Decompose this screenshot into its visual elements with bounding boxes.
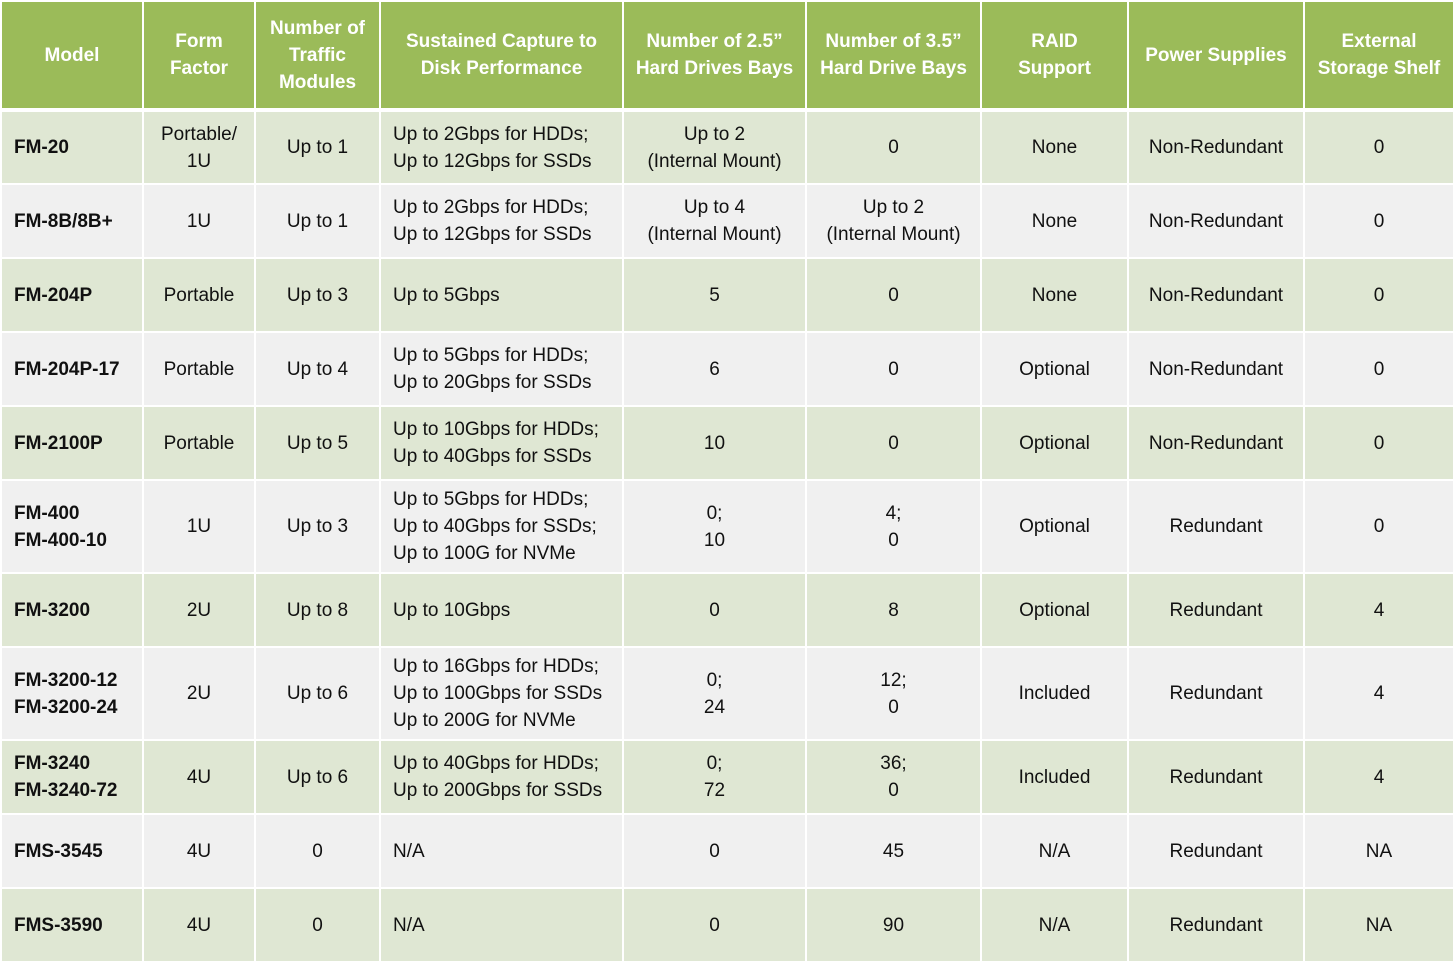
cell-text: 0 xyxy=(312,840,323,862)
cell-text: 10 xyxy=(703,432,726,454)
cell-drive-bays-3-5 xyxy=(806,110,981,184)
cell-text: FM-3200 xyxy=(14,599,91,621)
cell-text: 0 xyxy=(888,284,899,306)
cell-drive-bays-2-5 xyxy=(623,573,806,647)
cell-form-factor xyxy=(143,184,255,258)
cell-form-factor xyxy=(143,406,255,480)
cell-capture-performance xyxy=(380,480,623,573)
cell-power-supplies xyxy=(1128,647,1304,740)
cell-raid-support xyxy=(981,888,1128,962)
cell-text: Up to 6 xyxy=(286,683,349,704)
cell-text: FM-3200-24 xyxy=(14,696,118,718)
cell-text: Redundant xyxy=(1169,840,1263,862)
cell-text: 1U xyxy=(186,516,212,537)
cell-text: FM-204P-17 xyxy=(14,358,120,380)
cell-text: 90 xyxy=(882,914,905,936)
cell-drive-bays-2-5 xyxy=(623,406,806,480)
header-label: Disk Performance xyxy=(420,58,583,79)
cell-drive-bays-2-5 xyxy=(623,480,806,573)
cell-model xyxy=(1,332,143,406)
cell-text: Non-Redundant xyxy=(1148,137,1284,158)
cell-capture-performance xyxy=(380,406,623,480)
cell-text: FM-3240 xyxy=(14,753,91,774)
cell-text: Up to 20Gbps for SSDs xyxy=(393,372,592,393)
cell-text: Included xyxy=(1018,683,1091,704)
cell-power-supplies xyxy=(1128,573,1304,647)
cell-external-storage-shelf xyxy=(1304,740,1453,814)
cell-text: Up to 2 xyxy=(683,123,746,145)
cell-drive-bays-2-5 xyxy=(623,647,806,740)
cell-text: Up to 6 xyxy=(286,766,349,788)
cell-drive-bays-2-5 xyxy=(623,814,806,888)
table-row xyxy=(1,647,1453,740)
cell-text: 4U xyxy=(186,840,212,862)
cell-text: Up to 200G for NVMe xyxy=(393,710,576,731)
cell-model xyxy=(1,740,143,814)
cell-text: Up to 2Gbps for HDDs; xyxy=(393,197,589,218)
table-body xyxy=(1,110,1453,962)
cell-external-storage-shelf xyxy=(1304,888,1453,962)
cell-external-storage-shelf xyxy=(1304,814,1453,888)
cell-model xyxy=(1,573,143,647)
cell-text: FMS-3590 xyxy=(14,914,103,936)
cell-text: 0 xyxy=(888,358,899,380)
cell-text: Up to 40Gbps for SSDs; xyxy=(393,516,597,537)
cell-text: 0 xyxy=(709,599,720,621)
cell-text: 0 xyxy=(888,137,899,158)
cell-external-storage-shelf xyxy=(1304,647,1453,740)
cell-text: 0; xyxy=(706,502,723,524)
cell-text: Up to 12Gbps for SSDs xyxy=(393,150,592,172)
cell-text: Redundant xyxy=(1169,766,1263,788)
cell-text: None xyxy=(1031,210,1078,232)
header-label: Number of 2.5” xyxy=(646,31,783,52)
cell-text: Optional xyxy=(1019,432,1090,454)
cell-text: 2U xyxy=(186,599,212,621)
cell-model xyxy=(1,480,143,573)
cell-text: Redundant xyxy=(1169,516,1263,537)
cell-drive-bays-3-5 xyxy=(806,573,981,647)
cell-drive-bays-3-5 xyxy=(806,814,981,888)
cell-text: Up to 3 xyxy=(286,284,349,306)
cell-text: 0 xyxy=(888,529,899,551)
cell-traffic-modules xyxy=(255,888,380,962)
cell-drive-bays-3-5 xyxy=(806,184,981,258)
header-label: Hard Drives Bays xyxy=(635,58,794,79)
cell-form-factor xyxy=(143,110,255,184)
cell-model xyxy=(1,110,143,184)
cell-raid-support xyxy=(981,332,1128,406)
cell-text: Up to 3 xyxy=(286,516,349,537)
cell-raid-support xyxy=(981,573,1128,647)
header-model xyxy=(1,1,143,110)
cell-text: Up to 1 xyxy=(286,210,349,232)
cell-drive-bays-3-5 xyxy=(806,647,981,740)
header-label: Support xyxy=(1018,58,1091,79)
cell-text: N/A xyxy=(1038,840,1071,862)
cell-text: 4 xyxy=(1373,766,1385,788)
cell-text: 1U xyxy=(186,210,212,232)
cell-capture-performance xyxy=(380,814,623,888)
cell-power-supplies xyxy=(1128,406,1304,480)
header-row xyxy=(1,1,1453,110)
cell-traffic-modules xyxy=(255,110,380,184)
cell-model xyxy=(1,888,143,962)
header-label: Power Supplies xyxy=(1145,44,1287,66)
cell-text: Portable xyxy=(163,358,235,380)
cell-model xyxy=(1,258,143,332)
header-label: Number of 3.5” xyxy=(825,31,962,52)
cell-text: Optional xyxy=(1019,516,1090,537)
header-capture-performance xyxy=(380,1,623,110)
cell-model xyxy=(1,184,143,258)
cell-text: Up to 5Gbps for HDDs; xyxy=(393,345,589,366)
cell-text: FM-204P xyxy=(14,284,93,306)
cell-external-storage-shelf xyxy=(1304,406,1453,480)
cell-text: (Internal Mount) xyxy=(826,224,961,245)
cell-capture-performance xyxy=(380,258,623,332)
cell-text: Redundant xyxy=(1169,914,1263,936)
cell-text: 6 xyxy=(709,358,720,380)
header-form-factor xyxy=(143,1,255,110)
cell-text: Redundant xyxy=(1169,599,1263,621)
header-label: Model xyxy=(44,44,100,66)
cell-raid-support xyxy=(981,110,1128,184)
cell-power-supplies xyxy=(1128,814,1304,888)
cell-text: 8 xyxy=(888,599,899,621)
cell-text: Up to 12Gbps for SSDs xyxy=(393,224,592,245)
cell-power-supplies xyxy=(1128,110,1304,184)
cell-text: 5 xyxy=(709,284,720,306)
cell-model xyxy=(1,814,143,888)
cell-text: 72 xyxy=(703,780,726,801)
header-raid-support xyxy=(981,1,1128,110)
cell-text: N/A xyxy=(1038,914,1071,936)
cell-text: Non-Redundant xyxy=(1148,358,1284,380)
cell-text: None xyxy=(1031,137,1078,158)
cell-power-supplies xyxy=(1128,740,1304,814)
cell-text: 0 xyxy=(1373,137,1385,158)
cell-traffic-modules xyxy=(255,258,380,332)
cell-power-supplies xyxy=(1128,332,1304,406)
cell-text: 24 xyxy=(703,696,726,718)
cell-traffic-modules xyxy=(255,814,380,888)
cell-raid-support xyxy=(981,258,1128,332)
cell-text: FM-3200-12 xyxy=(14,669,118,691)
cell-drive-bays-3-5 xyxy=(806,258,981,332)
header-label: Storage Shelf xyxy=(1317,58,1441,79)
cell-drive-bays-2-5 xyxy=(623,740,806,814)
cell-text: Up to 1 xyxy=(286,137,349,158)
cell-text: N/A xyxy=(393,914,425,936)
cell-text: 10 xyxy=(703,529,726,551)
cell-text: 2U xyxy=(186,683,212,704)
header-label: External xyxy=(1341,31,1417,52)
cell-power-supplies xyxy=(1128,888,1304,962)
cell-model xyxy=(1,647,143,740)
cell-capture-performance xyxy=(380,647,623,740)
cell-form-factor xyxy=(143,573,255,647)
cell-external-storage-shelf xyxy=(1304,480,1453,573)
cell-capture-performance xyxy=(380,110,623,184)
header-label: Hard Drive Bays xyxy=(820,58,967,79)
cell-form-factor xyxy=(143,888,255,962)
cell-text: 45 xyxy=(882,840,905,862)
cell-traffic-modules xyxy=(255,406,380,480)
cell-text: Up to 4 xyxy=(286,358,349,380)
cell-text: 0 xyxy=(888,780,899,801)
cell-raid-support xyxy=(981,184,1128,258)
header-label: Factor xyxy=(169,58,229,79)
table-row xyxy=(1,406,1453,480)
cell-text: FM-8B/8B+ xyxy=(14,210,113,232)
cell-text: (Internal Mount) xyxy=(647,150,782,172)
table-row xyxy=(1,258,1453,332)
table-row xyxy=(1,740,1453,814)
cell-text: 0 xyxy=(1373,516,1385,537)
cell-drive-bays-3-5 xyxy=(806,332,981,406)
cell-text: Up to 8 xyxy=(286,599,349,621)
cell-text: Included xyxy=(1018,766,1091,788)
cell-text: Up to 40Gbps for HDDs; xyxy=(393,753,599,774)
table-row xyxy=(1,480,1453,573)
cell-capture-performance xyxy=(380,888,623,962)
cell-form-factor xyxy=(143,258,255,332)
cell-text: 0 xyxy=(888,696,899,718)
cell-raid-support xyxy=(981,406,1128,480)
cell-text: 0 xyxy=(1373,358,1385,380)
cell-drive-bays-3-5 xyxy=(806,406,981,480)
cell-traffic-modules xyxy=(255,740,380,814)
cell-text: 36; xyxy=(880,753,907,774)
cell-text: Up to 200Gbps for SSDs xyxy=(393,780,603,801)
cell-text: 0; xyxy=(706,669,723,691)
cell-text: 4 xyxy=(1373,599,1385,621)
cell-external-storage-shelf xyxy=(1304,573,1453,647)
table-row xyxy=(1,573,1453,647)
cell-text: FM-20 xyxy=(14,137,69,158)
cell-text: 0 xyxy=(1373,284,1385,306)
cell-text: 4U xyxy=(186,766,212,788)
cell-traffic-modules xyxy=(255,480,380,573)
cell-text: 0 xyxy=(312,914,323,936)
table-header xyxy=(1,1,1453,110)
cell-text: Up to 4 xyxy=(683,197,746,218)
cell-traffic-modules xyxy=(255,332,380,406)
cell-text: None xyxy=(1031,284,1078,306)
cell-external-storage-shelf xyxy=(1304,184,1453,258)
cell-drive-bays-2-5 xyxy=(623,888,806,962)
cell-external-storage-shelf xyxy=(1304,258,1453,332)
cell-text: Up to 2Gbps for HDDs; xyxy=(393,123,589,145)
cell-text: 1U xyxy=(186,150,212,172)
header-label: Traffic xyxy=(288,44,347,66)
cell-form-factor xyxy=(143,647,255,740)
cell-text: FM-400-10 xyxy=(14,529,107,551)
cell-raid-support xyxy=(981,740,1128,814)
cell-external-storage-shelf xyxy=(1304,332,1453,406)
cell-text: Portable/ xyxy=(160,123,238,145)
table-row xyxy=(1,332,1453,406)
cell-raid-support xyxy=(981,480,1128,573)
cell-traffic-modules xyxy=(255,573,380,647)
cell-capture-performance xyxy=(380,184,623,258)
cell-raid-support xyxy=(981,814,1128,888)
cell-text: Up to 5 xyxy=(286,432,349,454)
cell-text: NA xyxy=(1365,914,1393,936)
cell-text: Non-Redundant xyxy=(1148,432,1284,454)
cell-power-supplies xyxy=(1128,184,1304,258)
cell-text: 4; xyxy=(885,502,902,524)
table-row xyxy=(1,110,1453,184)
cell-text: Up to 5Gbps xyxy=(393,284,500,306)
header-label: Modules xyxy=(278,71,357,93)
cell-text: Optional xyxy=(1019,599,1090,621)
header-drive-bays-3-5 xyxy=(806,1,981,110)
cell-power-supplies xyxy=(1128,480,1304,573)
cell-text: FMS-3545 xyxy=(14,840,103,862)
cell-text: Up to 100G for NVMe xyxy=(393,543,576,564)
cell-form-factor xyxy=(143,740,255,814)
table-row xyxy=(1,814,1453,888)
cell-text: Up to 100Gbps for SSDs xyxy=(393,683,603,704)
cell-drive-bays-3-5 xyxy=(806,888,981,962)
header-drive-bays-2-5 xyxy=(623,1,806,110)
cell-model xyxy=(1,406,143,480)
cell-text: FM-3240-72 xyxy=(14,780,118,801)
cell-text: Redundant xyxy=(1169,683,1263,704)
header-power-supplies xyxy=(1128,1,1304,110)
cell-text: Up to 16Gbps for HDDs; xyxy=(393,656,599,677)
cell-drive-bays-3-5 xyxy=(806,480,981,573)
cell-drive-bays-2-5 xyxy=(623,184,806,258)
cell-traffic-modules xyxy=(255,184,380,258)
cell-text: Up to 10Gbps for HDDs; xyxy=(393,419,599,440)
cell-text: 0 xyxy=(709,914,720,936)
cell-traffic-modules xyxy=(255,647,380,740)
cell-capture-performance xyxy=(380,740,623,814)
cell-form-factor xyxy=(143,480,255,573)
cell-drive-bays-2-5 xyxy=(623,110,806,184)
cell-text: Up to 2 xyxy=(862,197,925,218)
cell-form-factor xyxy=(143,814,255,888)
cell-text: FM-400 xyxy=(14,502,80,524)
cell-text: 4 xyxy=(1373,683,1385,704)
cell-text: FM-2100P xyxy=(14,432,103,454)
cell-power-supplies xyxy=(1128,258,1304,332)
cell-text: Non-Redundant xyxy=(1148,284,1284,306)
header-label: Form xyxy=(175,31,223,52)
cell-drive-bays-2-5 xyxy=(623,258,806,332)
header-label: Number of xyxy=(270,17,365,39)
cell-text: (Internal Mount) xyxy=(647,224,782,245)
cell-capture-performance xyxy=(380,573,623,647)
cell-text: Up to 40Gbps for SSDs xyxy=(393,446,592,467)
cell-text: 0 xyxy=(709,840,720,862)
cell-external-storage-shelf xyxy=(1304,110,1453,184)
cell-drive-bays-2-5 xyxy=(623,332,806,406)
cell-text: Optional xyxy=(1019,358,1090,380)
header-external-storage-shelf xyxy=(1304,1,1453,110)
cell-text: Non-Redundant xyxy=(1148,210,1284,232)
cell-text: 0 xyxy=(1373,210,1385,232)
cell-text: 4U xyxy=(186,914,212,936)
cell-text: 12; xyxy=(880,669,907,691)
header-label: Sustained Capture to xyxy=(405,31,598,52)
cell-text: 0 xyxy=(888,432,899,454)
header-traffic-modules xyxy=(255,1,380,110)
table-row xyxy=(1,888,1453,962)
cell-form-factor xyxy=(143,332,255,406)
cell-text: Up to 5Gbps for HDDs; xyxy=(393,489,589,510)
cell-raid-support xyxy=(981,647,1128,740)
cell-drive-bays-3-5 xyxy=(806,740,981,814)
cell-text: Up to 10Gbps xyxy=(393,599,511,621)
header-label: RAID xyxy=(1031,31,1078,52)
cell-text: Portable xyxy=(163,432,235,454)
cell-capture-performance xyxy=(380,332,623,406)
cell-text: Portable xyxy=(163,284,235,306)
cell-text: N/A xyxy=(393,840,425,862)
cell-text: NA xyxy=(1365,840,1393,862)
cell-text: 0 xyxy=(1373,432,1385,454)
table-row xyxy=(1,184,1453,258)
cell-text: 0; xyxy=(706,753,723,774)
